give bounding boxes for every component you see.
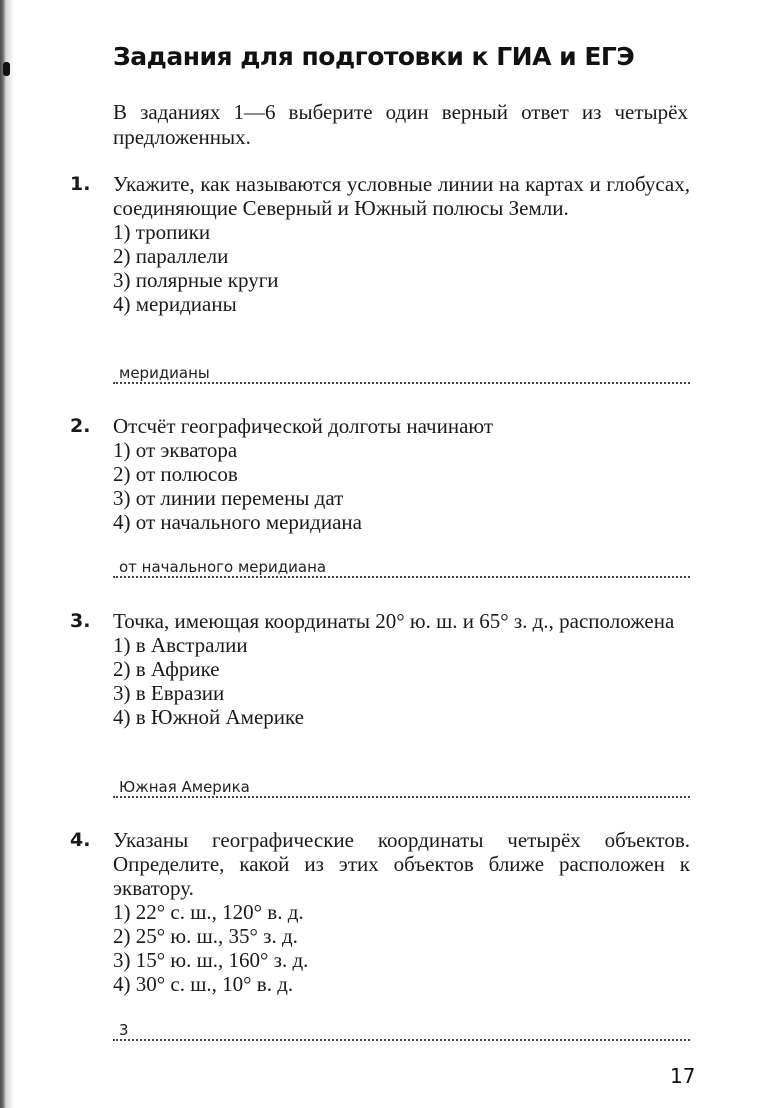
question-text: Укажите, как называются условные линии на картах и глобусах, соединяющие Северный и Южный полюсы Земли.: [113, 172, 690, 220]
option-3: 3) в Евразии: [113, 681, 225, 705]
question-text: Точка, имеющая координаты 20° ю. ш. и 65° з. д., расположена: [113, 609, 675, 633]
task-number: 1.: [70, 173, 91, 195]
option-2: 2) 25° ю. ш., 35° з. д.: [113, 924, 298, 948]
option-3: 3) от линии перемены дат: [113, 486, 344, 510]
page-number: 17: [670, 1064, 696, 1088]
answer-line-3[interactable]: [113, 772, 690, 798]
task-1: [70, 172, 690, 316]
option-1: 1) от экватора: [113, 438, 238, 462]
option-1: 1) в Австралии: [113, 633, 248, 657]
option-4: 4) в Южной Америке: [113, 705, 304, 729]
option-4: 4) меридианы: [113, 292, 237, 316]
option-3: 3) 15° ю. ш., 160° з. д.: [113, 948, 309, 972]
answer-line-2[interactable]: [113, 552, 690, 578]
answer-text: 3: [119, 1021, 129, 1039]
instructions: В заданиях 1—6 выберите один верный ответ из четырёх предложенных.: [113, 100, 688, 149]
option-4: 4) от начального меридиана: [113, 510, 362, 534]
answer-line-1[interactable]: [113, 358, 690, 384]
task-4: [70, 828, 690, 996]
option-2: 2) параллели: [113, 244, 229, 268]
option-4: 4) 30° с. ш., 10° в. д.: [113, 972, 294, 996]
task-number: 3.: [70, 610, 91, 632]
question-text: Отсчёт географической долготы начинают: [113, 414, 493, 438]
answer-text: от начального меридиана: [119, 558, 327, 576]
option-1: 1) 22° с. ш., 120° в. д.: [113, 900, 304, 924]
option-2: 2) от полюсов: [113, 462, 238, 486]
answer-line-4[interactable]: [113, 1015, 690, 1041]
option-1: 1) тропики: [113, 220, 211, 244]
task-number: 4.: [70, 829, 91, 851]
page-title: Задания для подготовки к ГИА и ЕГЭ: [113, 42, 635, 71]
task-3: [70, 609, 690, 729]
option-2: 2) в Африке: [113, 657, 220, 681]
task-number: 2.: [70, 415, 91, 437]
task-2: [70, 414, 690, 534]
question-text: Указаны географические координаты четырёх объектов. Определите, какой из этих объектов ближе расположен к экватору.: [113, 828, 690, 900]
option-3: 3) полярные круги: [113, 268, 279, 292]
answer-text: Южная Америка: [119, 778, 250, 796]
binding-mark: [3, 62, 10, 76]
book-spine-shadow: [0, 0, 14, 1108]
answer-text: меридианы: [119, 364, 210, 382]
